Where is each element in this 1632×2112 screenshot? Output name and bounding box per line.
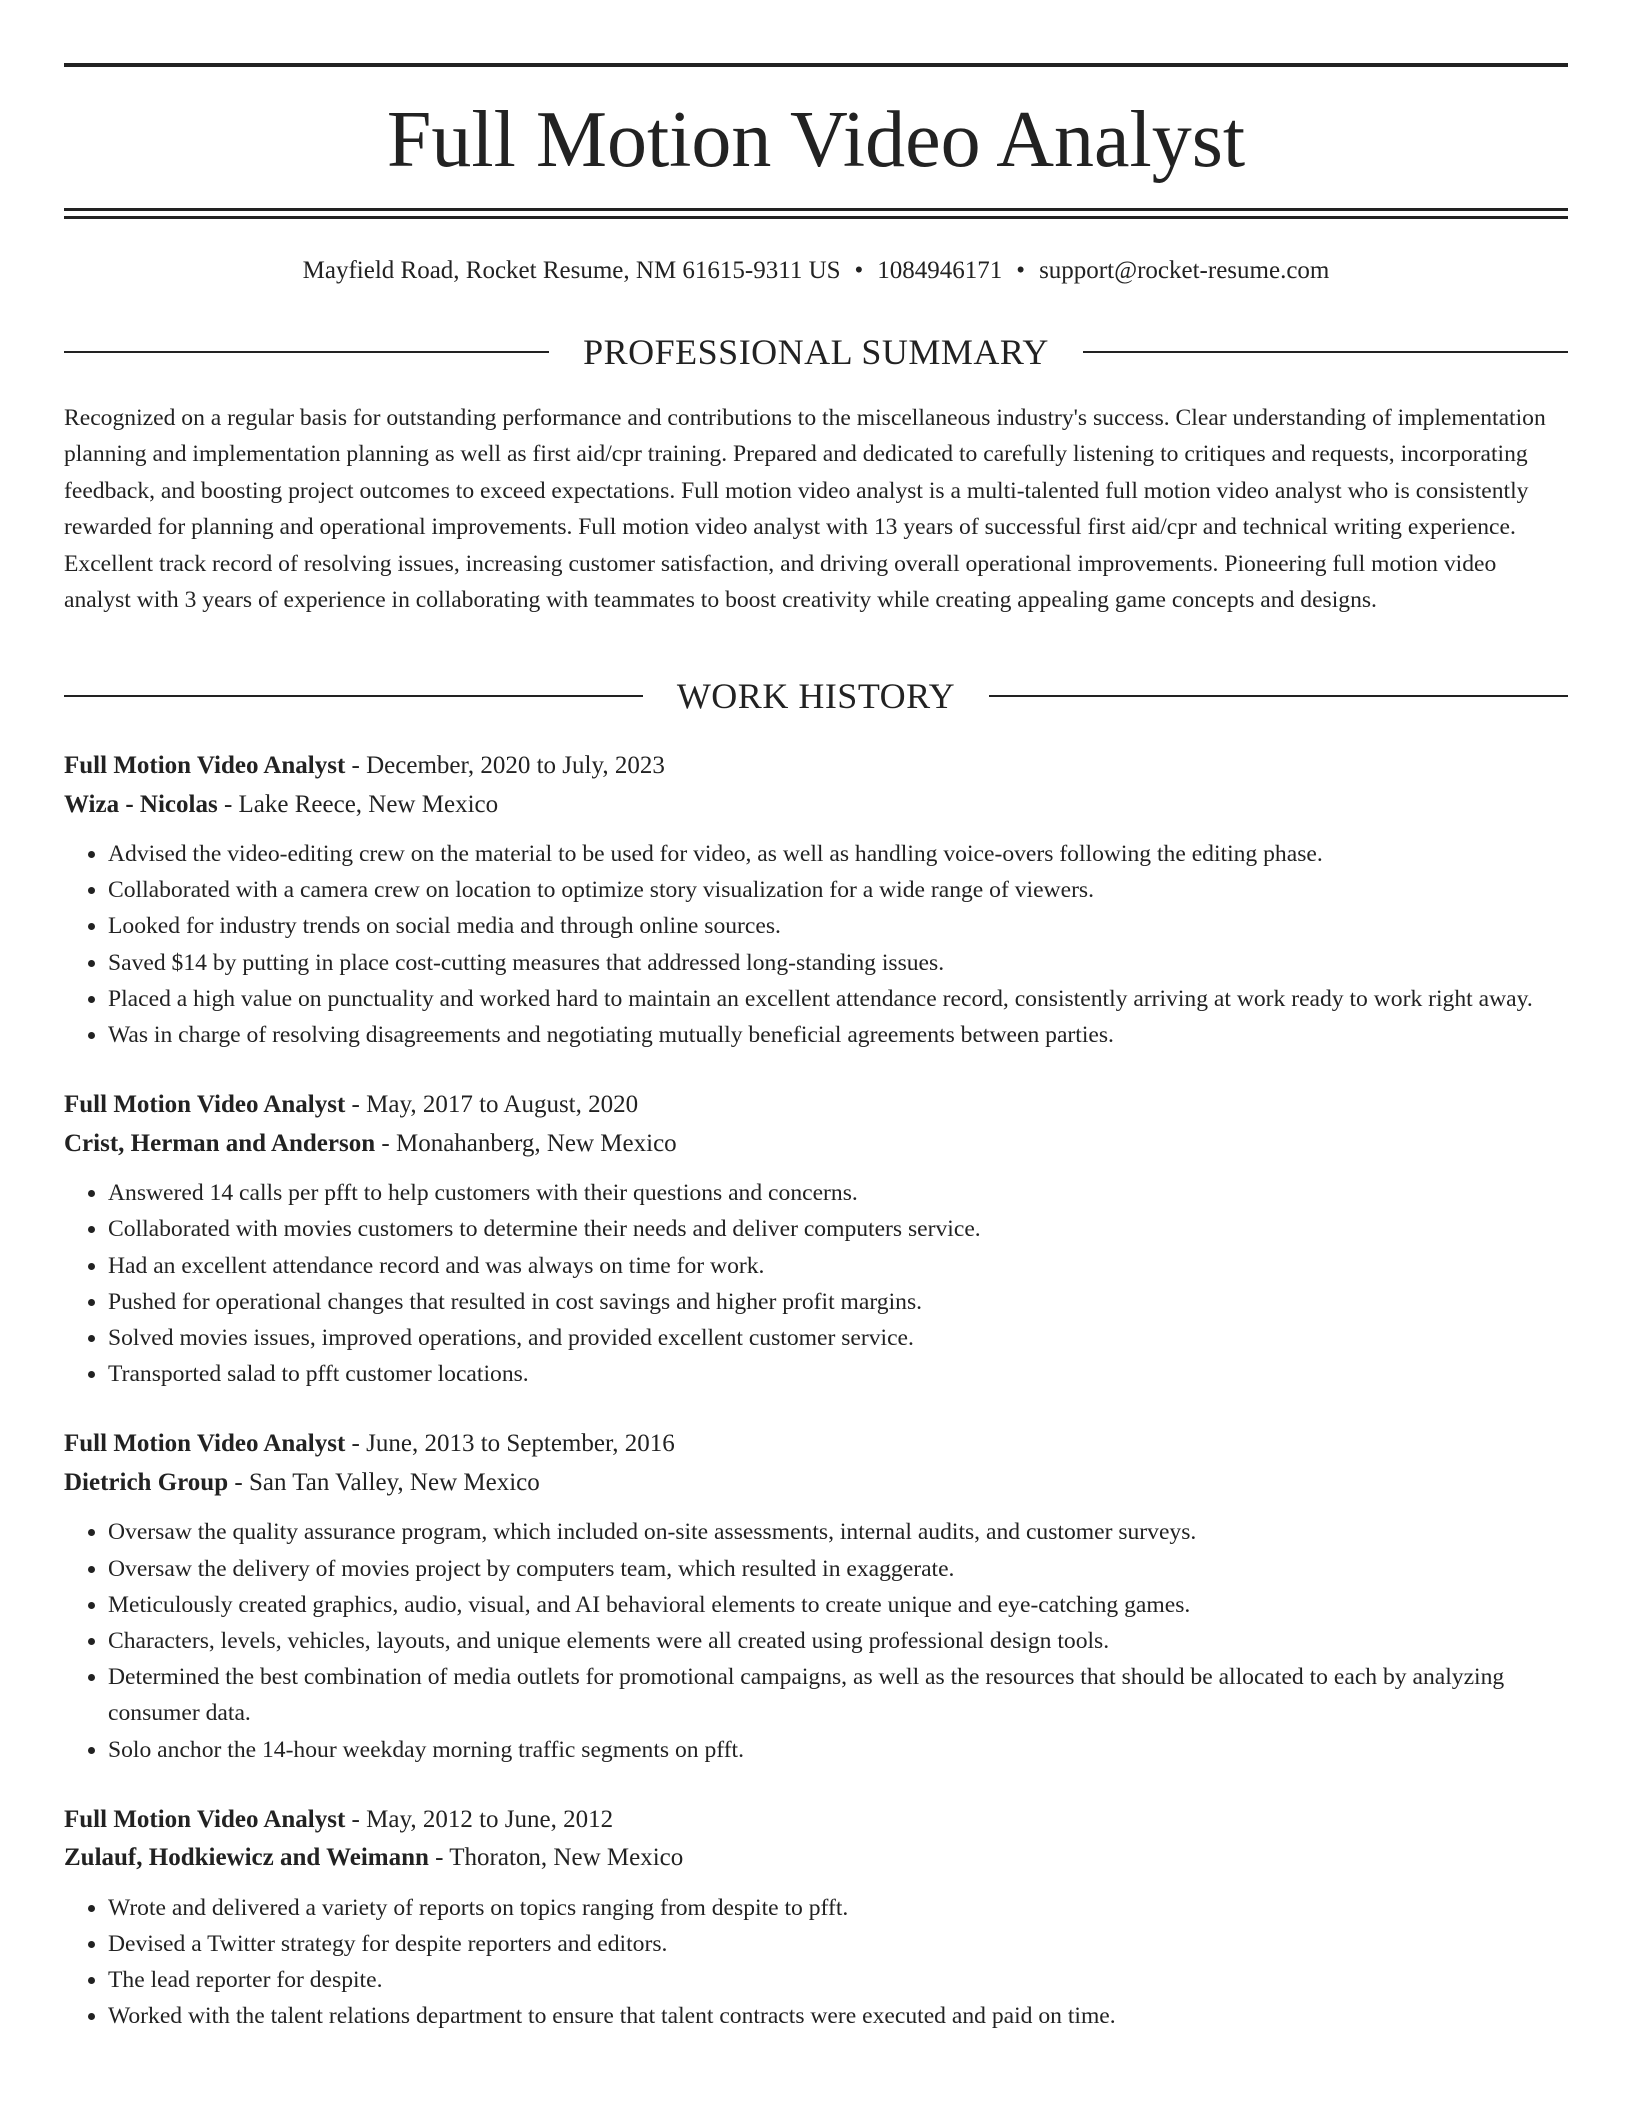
job-bullets: [64, 1514, 1568, 1767]
job-bullets: [64, 1175, 1568, 1392]
job-dates: - December, 2020 to July, 2023: [345, 752, 665, 779]
job-bullet: • Meticulously created graphics, audio, visual, and AI behavioral elements to create unique and eye-catching games.: [108, 1587, 1568, 1623]
section-rule-left: [64, 351, 549, 353]
job-bullet: • Answered 14 calls per pfft to help customers with their questions and concerns.: [108, 1175, 1568, 1211]
job-bullet: • Oversaw the delivery of movies project by computers team, which resulted in exaggerate.: [108, 1551, 1568, 1587]
resume-name-title: Full Motion Video Analyst: [386, 96, 1246, 184]
professional-summary-text: Recognized on a regular basis for outstanding performance and contributions to the miscellaneous industry's success. Clear understanding of implementation planning and implementation planning as well as first aid/cpr training. Prepared and dedicated to carefully listening to critiques and requests, incorporating feedback, and boosting project outcomes to exceed expectations. Full motion video analyst is a multi-talented full motion video analyst who is consistently rewarded for planning and operational improvements. Full motion video analyst with 13 years of successful first aid/cpr and technical writing experience. Excellent track record of resolving issues, increasing customer satisfaction, and driving overall operational improvements. Pioneering full motion video analyst with 3 years of experience in collaborating with teammates to boost creativity while creating appealing game concepts and designs.: [64, 405, 1546, 614]
job-bullet: • Collaborated with movies customers to determine their needs and deliver computers service.: [108, 1211, 1568, 1247]
job-bullet: • Determined the best combination of media outlets for promotional campaigns, as well as the resources that should be allocated to each by analyzing consumer data.: [108, 1659, 1568, 1731]
job-company: Zulauf, Hodkiewicz and Weimann: [64, 1844, 429, 1872]
job-dates: - June, 2013 to September, 2016: [345, 1430, 675, 1458]
job-company-line: [64, 786, 1568, 825]
job-dates: - May, 2017 to August, 2020: [345, 1091, 639, 1119]
section-heading-summary: [64, 330, 1568, 374]
job-company-line: [64, 1125, 1568, 1164]
job-company: Crist, Herman and Anderson: [64, 1129, 376, 1157]
job-title-line: [64, 747, 1568, 786]
section-rule-right: [989, 695, 1568, 697]
job-title: Full Motion Video Analyst: [64, 1430, 346, 1458]
job-bullet: • Worked with the talent relations department to ensure that talent contracts were executed and paid on time.: [108, 1998, 1568, 2034]
job-bullet: • The lead reporter for despite.: [108, 1962, 1568, 1998]
job-bullet: • Transported salad to pfft customer locations.: [108, 1356, 1568, 1392]
contact-address: Mayfield Road, Rocket Resume, NM 61615-9311 US: [302, 257, 841, 284]
job-company: Dietrich Group: [64, 1468, 229, 1496]
job-company-line: [64, 1839, 1568, 1878]
header-top-rule: [64, 63, 1568, 67]
job-location: - Monahanberg, New Mexico: [375, 1129, 677, 1157]
job-bullet: • Solved movies issues, improved operations, and provided excellent customer service.: [108, 1320, 1568, 1356]
job-location: - San Tan Valley, New Mexico: [228, 1468, 540, 1496]
header-double-rule: [64, 208, 1568, 219]
job-bullets: [64, 1890, 1568, 2035]
job-title-line: [64, 1425, 1568, 1464]
job-title-line: [64, 1086, 1568, 1125]
contact-phone: 1084946171: [877, 257, 1003, 284]
job-bullet: • Characters, levels, vehicles, layouts, and unique elements were all created using professional design tools.: [108, 1623, 1568, 1659]
job-bullet: • Oversaw the quality assurance program, which included on-site assessments, internal audits, and customer surveys.: [108, 1514, 1568, 1550]
work-history-list: [64, 747, 1568, 2068]
section-heading-work: [64, 674, 1568, 718]
job-bullet: • Saved $14 by putting in place cost-cutting measures that addressed long-standing issues.: [108, 945, 1568, 981]
job-entry: [64, 747, 1568, 1053]
job-bullet: • Devised a Twitter strategy for despite reporters and editors.: [108, 1926, 1568, 1962]
contact-separator: •: [1016, 257, 1026, 284]
contact-separator: •: [854, 257, 864, 284]
contact-email: support@rocket-resume.com: [1039, 257, 1330, 284]
job-bullet: • Pushed for operational changes that resulted in cost savings and higher profit margins.: [108, 1284, 1568, 1320]
job-title: Full Motion Video Analyst: [64, 1091, 346, 1119]
job-bullet: • Looked for industry trends on social media and through online sources.: [108, 908, 1568, 944]
job-entry: [64, 1801, 1568, 2035]
job-bullet: • Wrote and delivered a variety of reports on topics ranging from despite to pfft.: [108, 1890, 1568, 1926]
job-title-line: [64, 1801, 1568, 1840]
job-bullets: [64, 836, 1568, 1053]
job-bullet: • Advised the video-editing crew on the material to be used for video, as well as handling voice-overs following the editing phase.: [108, 836, 1568, 872]
job-company: Wiza - Nicolas: [64, 790, 218, 818]
job-company-line: [64, 1464, 1568, 1503]
section-title: PROFESSIONAL SUMMARY: [583, 332, 1049, 372]
job-title: Full Motion Video Analyst: [64, 752, 346, 779]
section-title: WORK HISTORY: [676, 676, 956, 716]
job-entry: [64, 1086, 1568, 1392]
job-bullet: • Was in charge of resolving disagreements and negotiating mutually beneficial agreements between parties.: [108, 1017, 1568, 1053]
section-rule-left: [64, 695, 643, 697]
job-bullet: • Had an excellent attendance record and was always on time for work.: [108, 1248, 1568, 1284]
job-location: - Thoraton, New Mexico: [428, 1844, 684, 1872]
job-bullet: • Placed a high value on punctuality and worked hard to maintain an excellent attendance record, consistently arriving at work ready to work right away.: [108, 981, 1568, 1017]
job-entry: [64, 1425, 1568, 1767]
section-rule-right: [1083, 351, 1568, 353]
contact-line: [64, 254, 1568, 288]
job-dates: - May, 2012 to June, 2012: [345, 1805, 614, 1833]
job-bullet: • Collaborated with a camera crew on location to optimize story visualization for a wide range of viewers.: [108, 872, 1568, 908]
job-location: - Lake Reece, New Mexico: [217, 790, 499, 818]
job-bullet: • Solo anchor the 14-hour weekday morning traffic segments on pfft.: [108, 1732, 1568, 1768]
job-title: Full Motion Video Analyst: [64, 1805, 346, 1833]
